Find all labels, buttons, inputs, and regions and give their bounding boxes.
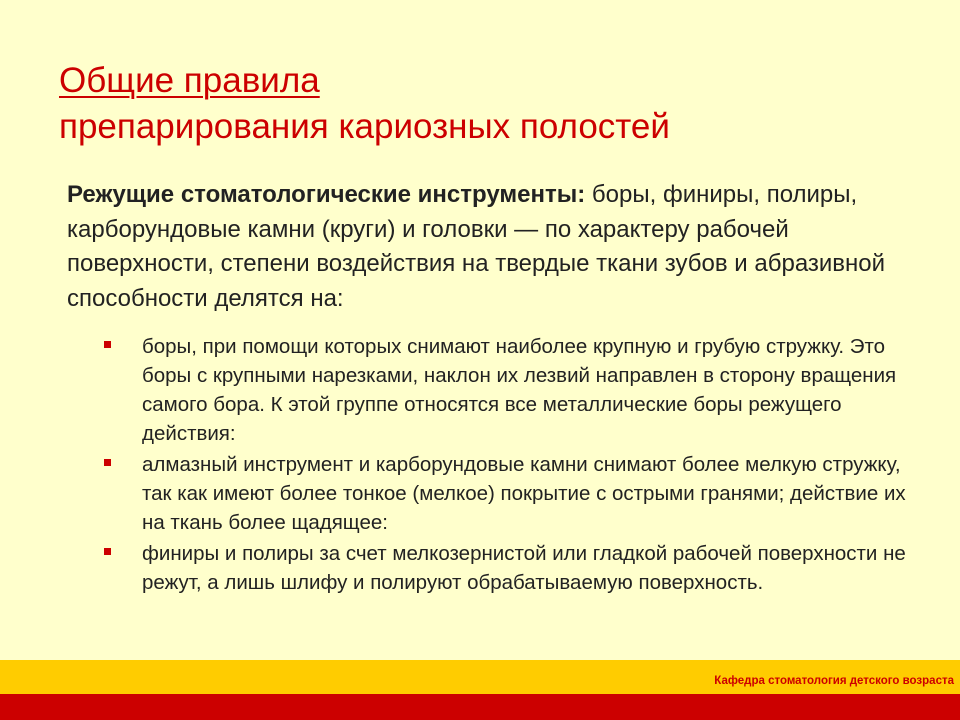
footer-bar	[0, 694, 960, 720]
list-item	[104, 332, 934, 448]
bullet-text: финиры и полиры за счет мелкозернистой или гладкой рабочей поверхности не режут, а лишь шлифу и полируют обрабатываемую поверхность.	[142, 542, 906, 594]
bullet-text: алмазный инструмент и карборундовые камни снимают более мелкую стружку, так как имеют более тонкое (мелкое) покрытие с острыми гранями; действие их на ткань более щадящее:	[142, 453, 906, 534]
intro-text: боры, финиры, полиры, карборундовые камни (круги) и головки — по характеру рабочей поверхности, степени воздействия на твердые ткани зубов и абразивной способности делятся на:	[67, 181, 886, 312]
intro-bold-term: Режущие стоматологические инструменты:	[67, 181, 586, 208]
bullet-text: боры, при помощи которых снимают наиболее крупную и грубую стружку. Это боры с крупными нарезками, наклон их лезвий направлен в сторону вращения самого бора. К этой группе относятся все металлические боры режущего действия:	[142, 335, 897, 445]
square-bullet-icon	[104, 341, 111, 348]
title-line-2: препарирования кариозных полостей	[59, 107, 670, 146]
bullet-list	[104, 332, 934, 599]
footer-band	[0, 660, 960, 694]
title-line-1: Общие правила	[59, 61, 320, 100]
footer-department: Кафедра стоматология детского возраста	[714, 675, 954, 687]
list-item	[104, 539, 934, 597]
intro-paragraph	[67, 178, 897, 316]
square-bullet-icon	[104, 459, 111, 466]
list-item	[104, 450, 934, 537]
slide-title	[59, 58, 919, 150]
square-bullet-icon	[104, 548, 111, 555]
